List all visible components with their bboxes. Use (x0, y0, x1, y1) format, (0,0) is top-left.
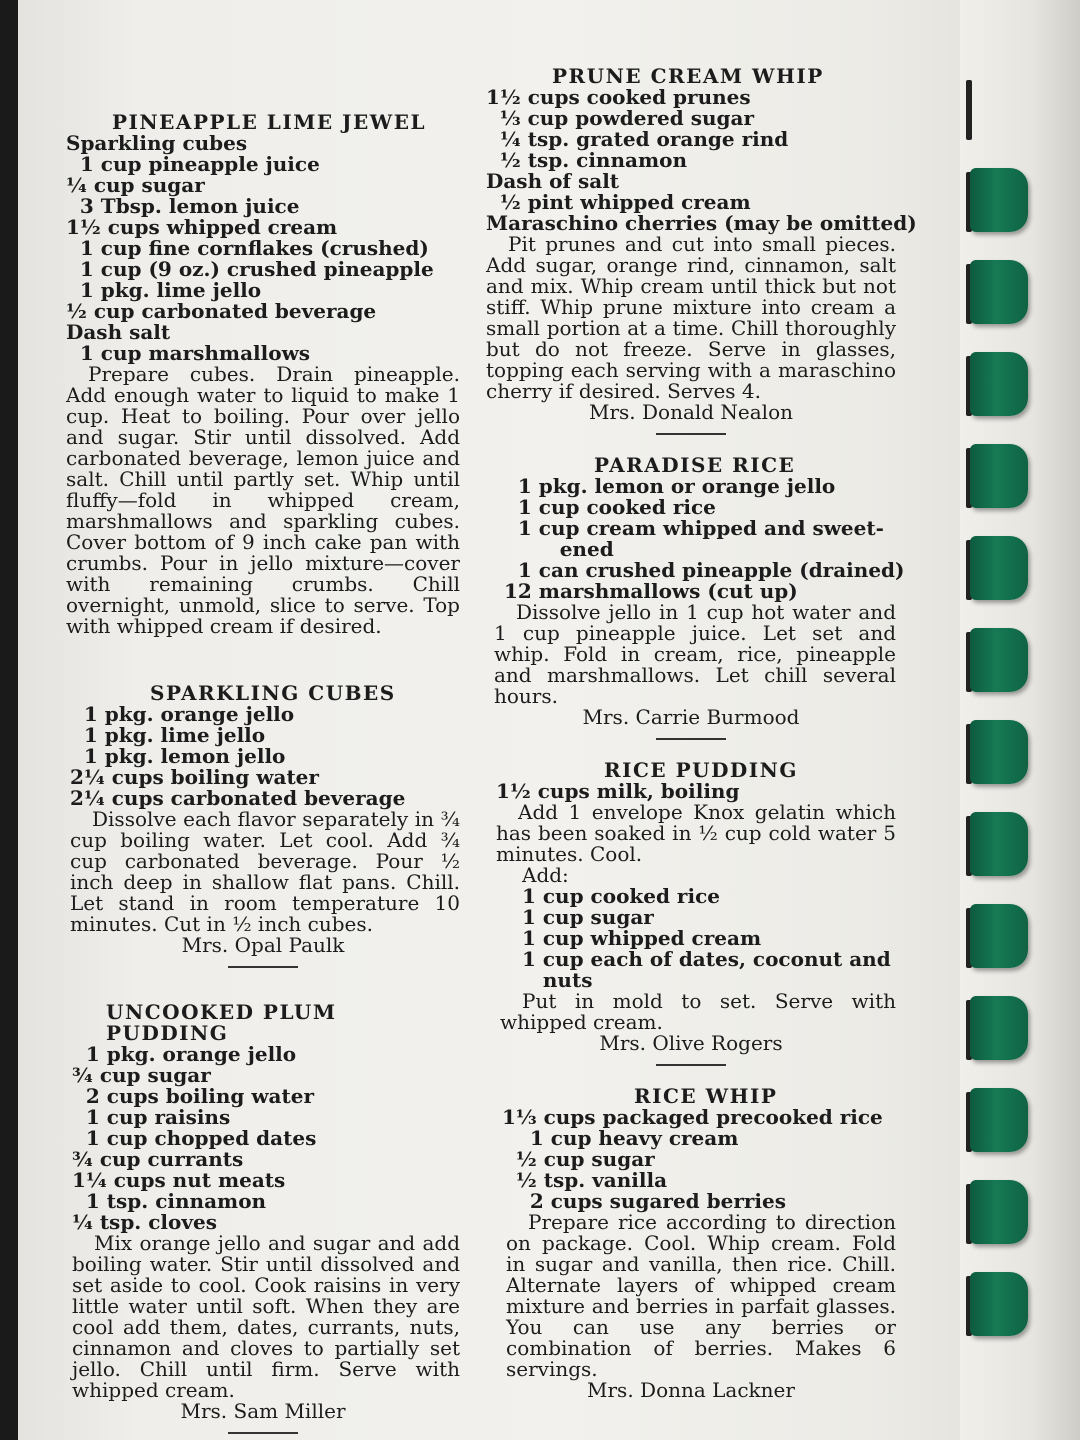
binding-ring (970, 168, 1028, 232)
ingredient-line: ½ cup carbonated beverage (66, 299, 377, 323)
ingredient-line: 1 cup heavy cream (502, 1126, 739, 1150)
recipe-uncooked-plum-pudding (66, 1002, 460, 1434)
ingredient-list (66, 1044, 460, 1233)
recipe-sparkling-cubes (66, 683, 460, 968)
ingredient-line: 1 pkg. orange jello (70, 702, 295, 726)
divider (228, 1432, 298, 1434)
ingredient-list (486, 781, 896, 802)
recipe-pineapple-lime-jewel (66, 112, 460, 637)
binding-ring (970, 1088, 1028, 1152)
ingredient-line: 2¼ cups boiling water (70, 765, 319, 789)
binding-ring (970, 1180, 1028, 1244)
recipe-title: RICE WHIP (634, 1084, 778, 1108)
binding-ring (970, 1272, 1028, 1336)
ingredient-line: 1 cup sugar (522, 905, 654, 929)
recipe-title: PARADISE RICE (594, 453, 796, 477)
ingredient-list (66, 133, 460, 364)
binding-ring (970, 812, 1028, 876)
recipe-author: Mrs. Donald Nealon (588, 400, 794, 424)
ingredient-line: 1⅓ cups packaged precooked rice (502, 1105, 883, 1129)
recipe-author: Mrs. Olive Rogers (599, 1031, 783, 1055)
ingredient-line: 12 marshmallows (cut up) (504, 579, 798, 603)
divider (656, 738, 726, 740)
ingredient-line: ⅓ cup powdered sugar (486, 106, 754, 130)
divider (656, 433, 726, 435)
binding-ring (970, 904, 1028, 968)
recipe-title: PINEAPPLE LIME JEWEL (112, 110, 427, 134)
recipe-author: Mrs. Opal Paulk (181, 933, 345, 957)
ingredient-line: 1 cup raisins (72, 1105, 231, 1129)
ingredient-list (486, 474, 905, 603)
recipe-prune-cream-whip (486, 64, 917, 435)
ingredient-line: Dash salt (66, 320, 171, 344)
recipe-title: SPARKLING CUBES (150, 681, 396, 705)
divider (228, 966, 298, 968)
binding-ring (970, 352, 1028, 416)
binding-ring (970, 536, 1028, 600)
binding-ring (970, 996, 1028, 1060)
ingredient-line: Dash of salt (486, 169, 620, 193)
recipe-title: UNCOOKED PLUM PUDDING (106, 1000, 337, 1045)
spiral-binding (960, 0, 1080, 1440)
recipe-directions: Mix orange jello and sugar and add boiling water. Stir until dissolved and set aside to cool. Cook raisins in very little water until soft. When they are cool add them, dates, currants, nuts, cinnamon and cloves to partially set jello. Chill until firm. Serve with whipped cream. (72, 1231, 460, 1402)
ingredient-line: 1 cup pineapple juice (66, 152, 320, 176)
ingredient-line: 1 pkg. lime jello (70, 723, 266, 747)
add-label: Add: (522, 863, 569, 887)
ingredient-line: 1 cup fine cornflakes (crushed) (66, 236, 429, 260)
ingredient-line: 1 pkg. lime jello (66, 278, 262, 302)
divider (656, 1064, 726, 1066)
right-column (486, 64, 917, 1402)
ingredient-line: ½ pint whipped cream (486, 190, 751, 214)
ingredient-line: 1 pkg. orange jello (72, 1042, 297, 1066)
ingredient-line: 1 can crushed pineapple (drained) (504, 558, 905, 582)
recipe-author: Mrs. Sam Miller (180, 1399, 346, 1423)
recipe-directions: Dissolve each flavor separately in ¾ cup boiling water. Let cool. Add ¾ cup carbonated beverage. Pour ½ inch deep in shallow flat pans. Chill. Let stand in room temperature 10 minutes. Cut in ½ inch cubes. (70, 807, 460, 936)
recipe-directions-2: Put in mold to set. Serve with whipped cream. (500, 989, 896, 1034)
ingredient-line: 1 tsp. cinnamon (72, 1189, 267, 1213)
ingredient-line: 3 Tbsp. lemon juice (66, 194, 300, 218)
ingredient-line: ¼ tsp. grated orange rind (486, 127, 789, 151)
ingredient-line: 1½ cups cooked prunes (486, 85, 751, 109)
left-column (66, 112, 460, 1434)
ingredient-line: 1 cup whipped cream (522, 926, 762, 950)
ingredient-line: ½ tsp. cinnamon (486, 148, 688, 172)
ingredient-line: 1 cup cooked rice (504, 495, 716, 519)
ingredient-line: 2¼ cups carbonated beverage (70, 786, 406, 810)
ingredient-line: ¼ cup sugar (66, 173, 205, 197)
binding-ring (970, 260, 1028, 324)
ingredient-line: ½ tsp. vanilla (502, 1168, 668, 1192)
ingredient-line: 1 pkg. lemon or orange jello (504, 474, 836, 498)
ingredient-line: ¾ cup currants (72, 1147, 244, 1171)
binding-slot (966, 80, 972, 140)
ingredient-line: 1½ cups whipped cream (66, 215, 338, 239)
ingredient-line: 2 cups boiling water (72, 1084, 315, 1108)
recipe-paradise-rice (486, 453, 905, 740)
ingredient-line: 1¼ cups nut meats (72, 1168, 286, 1192)
recipe-author: Mrs. Donna Lackner (587, 1378, 795, 1402)
ingredient-line: 1 cup marshmallows (66, 341, 311, 365)
ingredient-line: 1 pkg. lemon jello (70, 744, 286, 768)
ingredient-list (486, 1107, 896, 1212)
ingredient-list-2 (486, 886, 896, 991)
binding-ring (970, 720, 1028, 784)
ingredient-line: 2 cups sugared berries (502, 1189, 786, 1213)
ingredient-line: ¼ tsp. cloves (72, 1210, 217, 1234)
ingredient-line: ½ cup sugar (502, 1147, 655, 1171)
ingredient-line: nuts (522, 968, 593, 992)
ingredient-line: 1½ cups milk, boiling (496, 779, 740, 803)
ingredient-line: Maraschino cherries (may be omitted) (486, 211, 917, 235)
recipe-rice-pudding (486, 760, 896, 1066)
recipe-author: Mrs. Carrie Burmood (582, 705, 800, 729)
recipe-title: PRUNE CREAM WHIP (552, 64, 824, 88)
binding-ring (970, 444, 1028, 508)
ingredient-line: 1 cup cream whipped and sweet- (504, 516, 884, 540)
ingredient-line: 1 cup cooked rice (522, 884, 720, 908)
ingredient-list (486, 85, 917, 235)
ingredient-line: ¾ cup sugar (72, 1063, 211, 1087)
recipe-directions: Add 1 envelope Knox gelatin which has been soaked in ½ cup cold water 5 minutes. Cool. (496, 800, 896, 866)
ingredient-list (66, 704, 460, 809)
recipe-directions: Prepare rice according to direction on package. Cool. Whip cream. Fold in sugar and vanilla, then rice. Chill. Alternate layers of whipped cream mixture and berries in parfait glasses. You can use any berries or combination of berries. Makes 6 servings. (506, 1210, 896, 1381)
binding-ring (970, 628, 1028, 692)
ingredient-line: 1 cup chopped dates (72, 1126, 317, 1150)
recipe-directions: Pit prunes and cut into small pieces. Add sugar, orange rind, cinnamon, salt and mix. Whip cream until thick but not stiff. Whip prune mixture into cream a small portion at a time. Chill thoroughly but do not freeze. Serve in glasses, topping each serving with a maraschino cherry if desired. Serves 4. (486, 232, 896, 403)
recipe-title: RICE PUDDING (604, 758, 798, 782)
recipe-rice-whip (486, 1086, 896, 1401)
ingredient-line: ened (504, 537, 614, 561)
recipe-directions: Prepare cubes. Drain pineapple. Add enough water to liquid to make 1 cup. Heat to boiling. Pour over jello and sugar. Stir until dissolved. Add carbonated beverage, lemon juice and salt. Chill until partly set. Whip until fluffy—fold in whipped cream, marshmallows and sparkling cubes. Cover bottom of 9 inch cake pan with crumbs. Pour in jello mixture—cover with remaining crumbs. Chill overnight, unmold, slice to serve. Top with whipped cream if desired. (66, 362, 460, 638)
ingredient-line: Sparkling cubes (66, 131, 248, 155)
ingredient-line: 1 cup (9 oz.) crushed pineapple (66, 257, 434, 281)
ingredient-line: 1 cup each of dates, coconut and (522, 947, 891, 971)
recipe-directions: Dissolve jello in 1 cup hot water and 1 cup pineapple juice. Let set and whip. Fold in cream, rice, pineapple and marshmallows. Let chill several hours. (494, 600, 896, 708)
